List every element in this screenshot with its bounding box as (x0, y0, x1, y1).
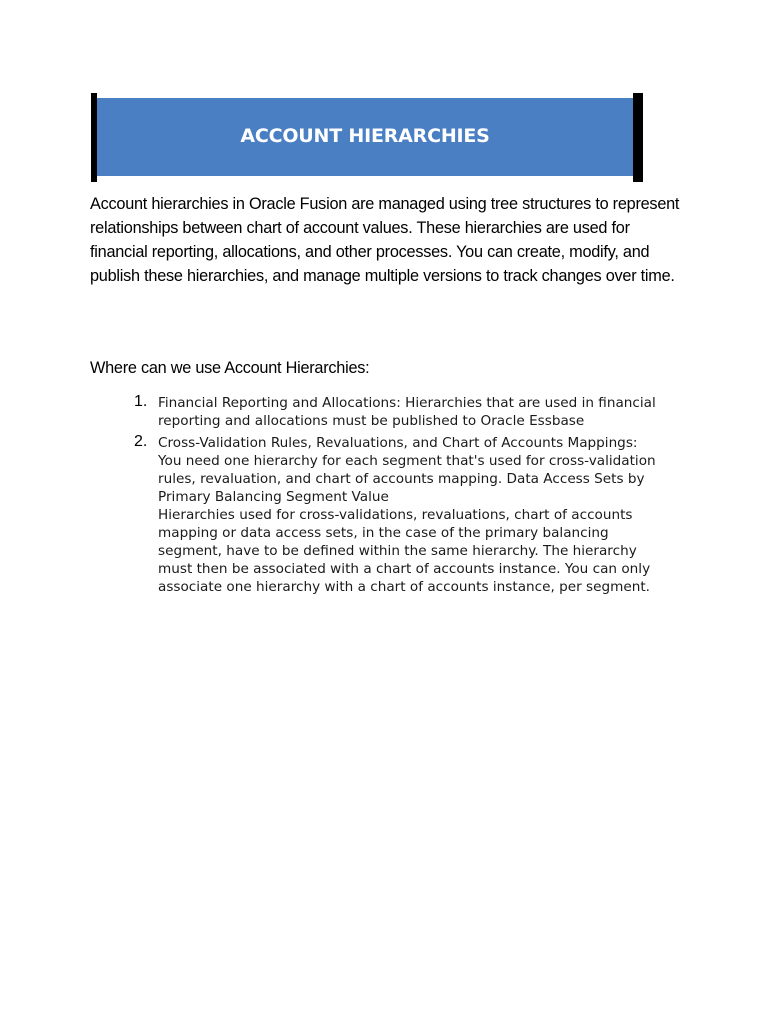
list-item-text: Financial Reporting and Allocations: Hierarchies that are used in financial reporting and allocations must be published to Oracle Essbase (158, 395, 656, 429)
list-item (130, 434, 690, 596)
uses-list (130, 394, 690, 600)
uses-heading: Where can we use Account Hierarchies: (90, 359, 370, 377)
list-item-number: 2. (134, 433, 148, 450)
list-item (130, 394, 690, 430)
banner-fill (97, 98, 633, 176)
list-item-number: 1. (134, 393, 148, 410)
header-banner (91, 93, 643, 182)
intro-paragraph: Account hierarchies in Oracle Fusion are managed using tree structures to represent relationships between chart of account values. These hierarchies are used for financial reporting, allocations, and other processes. You can create, modify, and publish these hierarchies, and manage multiple versions to track changes over time. (90, 195, 680, 285)
list-item-text: Cross-Validation Rules, Revaluations, and Chart of Accounts Mappings: You need one hierarchy for each segment that's used for cross-validation rules, revaluation, and chart of accounts mapping. Data Access Sets by Primary Balancing Segment Value Hierarchies used for cross-validations, revaluations, chart of accounts mapping or data access sets, in the case of the primary balancing segment, have to be defined within the same hierarchy. The hierarchy must then be associated with a chart of accounts instance. You can only associate one hierarchy with a chart of accounts instance, per segment. (158, 435, 656, 595)
banner-right-edge (633, 93, 643, 182)
page-title: ACCOUNT HIERARCHIES (240, 125, 490, 147)
